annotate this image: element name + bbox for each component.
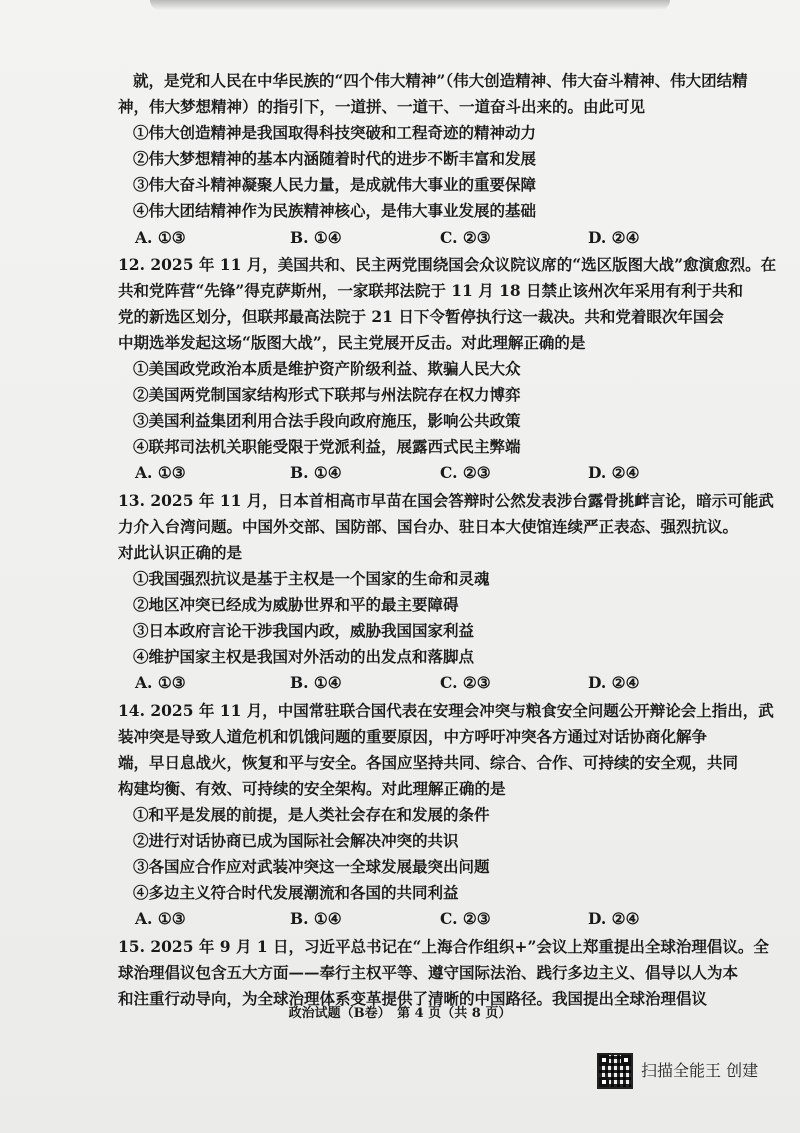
- choice-c: C. ②③: [440, 909, 491, 928]
- paragraph-line: 神，伟大梦想精神）的指引下，一道拼、一道干、一道奋斗出来的。由此可见: [118, 97, 646, 116]
- option-line: ①我国强烈抗议是基于主权是一个国家的生命和灵魂: [133, 569, 490, 588]
- choice-b: B. ①④: [290, 909, 342, 928]
- choice-c: C. ②③: [440, 228, 491, 247]
- question-stem-line: 球治理倡议包含五大方面——奉行主权平等、遵守国际法治、践行多边主义、倡导以人为本: [118, 963, 739, 982]
- choice-a: A. ①③: [135, 909, 186, 928]
- option-line: ③伟大奋斗精神凝聚人民力量，是成就伟大事业的重要保障: [133, 175, 537, 194]
- choice-c: C. ②③: [440, 463, 491, 482]
- question-stem-line: 装冲突是导致人道危机和饥饿问题的重要原因，中方呼吁冲突各方通过对话协商化解争: [118, 727, 708, 746]
- choice-d: D. ②④: [588, 909, 640, 928]
- choice-a: A. ①③: [135, 228, 186, 247]
- question-stem-line: 共和党阵营“先锋”得克萨斯州，一家联邦法院于 11 月 18 日禁止该州次年采用有利于共和: [118, 281, 744, 300]
- question-stem-line: 12. 2025 年 11 月，美国共和、民主两党围绕国会众议院议席的“选区版图大战”愈演愈烈。在: [118, 255, 777, 274]
- qr-code-icon: [597, 1053, 633, 1089]
- choice-b: B. ①④: [290, 673, 342, 692]
- option-line: ②伟大梦想精神的基本内涵随着时代的进步不断丰富和发展: [133, 149, 537, 168]
- question-stem-line: 党的新选区划分，但联邦最高法院于 21 日下令暂停执行这一裁决。共和党着眼次年国会: [118, 307, 724, 326]
- scanner-watermark: 扫描全能王 创建: [641, 1061, 759, 1080]
- choice-a: A. ①③: [135, 673, 186, 692]
- scan-shadow: [150, 0, 670, 10]
- question-stem-line: 13. 2025 年 11 月，日本首相高市早苗在国会答辩时公然发表涉台露骨挑衅言论，暗示可能武: [118, 491, 774, 510]
- option-line: ①伟大创造精神是我国取得科技突破和工程奇迹的精神动力: [133, 123, 537, 142]
- option-line: ④多边主义符合时代发展潮流和各国的共同利益: [133, 883, 459, 902]
- choice-a: A. ①③: [135, 463, 186, 482]
- option-line: ③各国应合作应对武装冲突这一全球发展最突出问题: [133, 857, 490, 876]
- option-line: ④维护国家主权是我国对外活动的出发点和落脚点: [133, 647, 475, 666]
- option-line: ③美国利益集团利用合法手段向政府施压，影响公共政策: [133, 411, 521, 430]
- question-stem-line: 端，早日息战火，恢复和平与安全。各国应坚持共同、综合、合作、可持续的安全观，共同: [118, 753, 739, 772]
- option-line: ①美国政党政治本质是维护资产阶级利益、欺骗人民大众: [133, 359, 521, 378]
- choice-d: D. ②④: [588, 673, 640, 692]
- choice-d: D. ②④: [588, 463, 640, 482]
- option-line: ④伟大团结精神作为民族精神核心，是伟大事业发展的基础: [133, 201, 537, 220]
- question-stem-line: 对此认识正确的是: [118, 543, 243, 562]
- question-stem-line: 构建均衡、有效、可持续的安全架构。对此理解正确的是: [118, 779, 506, 798]
- option-line: ④联邦司法机关职能受限于党派利益，展露西式民主弊端: [133, 437, 521, 456]
- paragraph-line: 就，是党和人民在中华民族的“四个伟大精神”（伟大创造精神、伟大奋斗精神、伟大团结精: [133, 71, 748, 90]
- choice-d: D. ②④: [588, 228, 640, 247]
- choice-b: B. ①④: [290, 228, 342, 247]
- page-footer: 政治试题（B卷） 第 4 页（共 8 页）: [288, 1006, 512, 1021]
- option-line: ②美国两党制国家结构形式下联邦与州法院存在权力博弈: [133, 385, 521, 404]
- option-line: ③日本政府言论干涉我国内政，威胁我国国家利益: [133, 621, 475, 640]
- option-line: ②进行对话协商已成为国际社会解决冲突的共识: [133, 831, 459, 850]
- question-stem-line: 力介入台湾问题。中国外交部、国防部、国台办、驻日本大使馆连续严正表态、强烈抗议。: [118, 517, 739, 536]
- question-stem-line: 14. 2025 年 11 月，中国常驻联合国代表在安理会冲突与粮食安全问题公开辩论会上指出，武: [118, 701, 774, 720]
- choice-b: B. ①④: [290, 463, 342, 482]
- question-stem-line: 中期选举发起这场“版图大战”，民主党展开反击。对此理解正确的是: [118, 333, 586, 352]
- choice-c: C. ②③: [440, 673, 491, 692]
- option-line: ②地区冲突已经成为威胁世界和平的最主要障碍: [133, 595, 459, 614]
- option-line: ①和平是发展的前提，是人类社会存在和发展的条件: [133, 805, 490, 824]
- question-stem-line: 和注重行动导向，为全球治理体系变革提供了清晰的中国路径。我国提出全球治理倡议: [118, 989, 708, 1008]
- question-stem-line: 15. 2025 年 9 月 1 日，习近平总书记在“上海合作组织+”会议上郑重提出全球治理倡议。全: [118, 937, 769, 956]
